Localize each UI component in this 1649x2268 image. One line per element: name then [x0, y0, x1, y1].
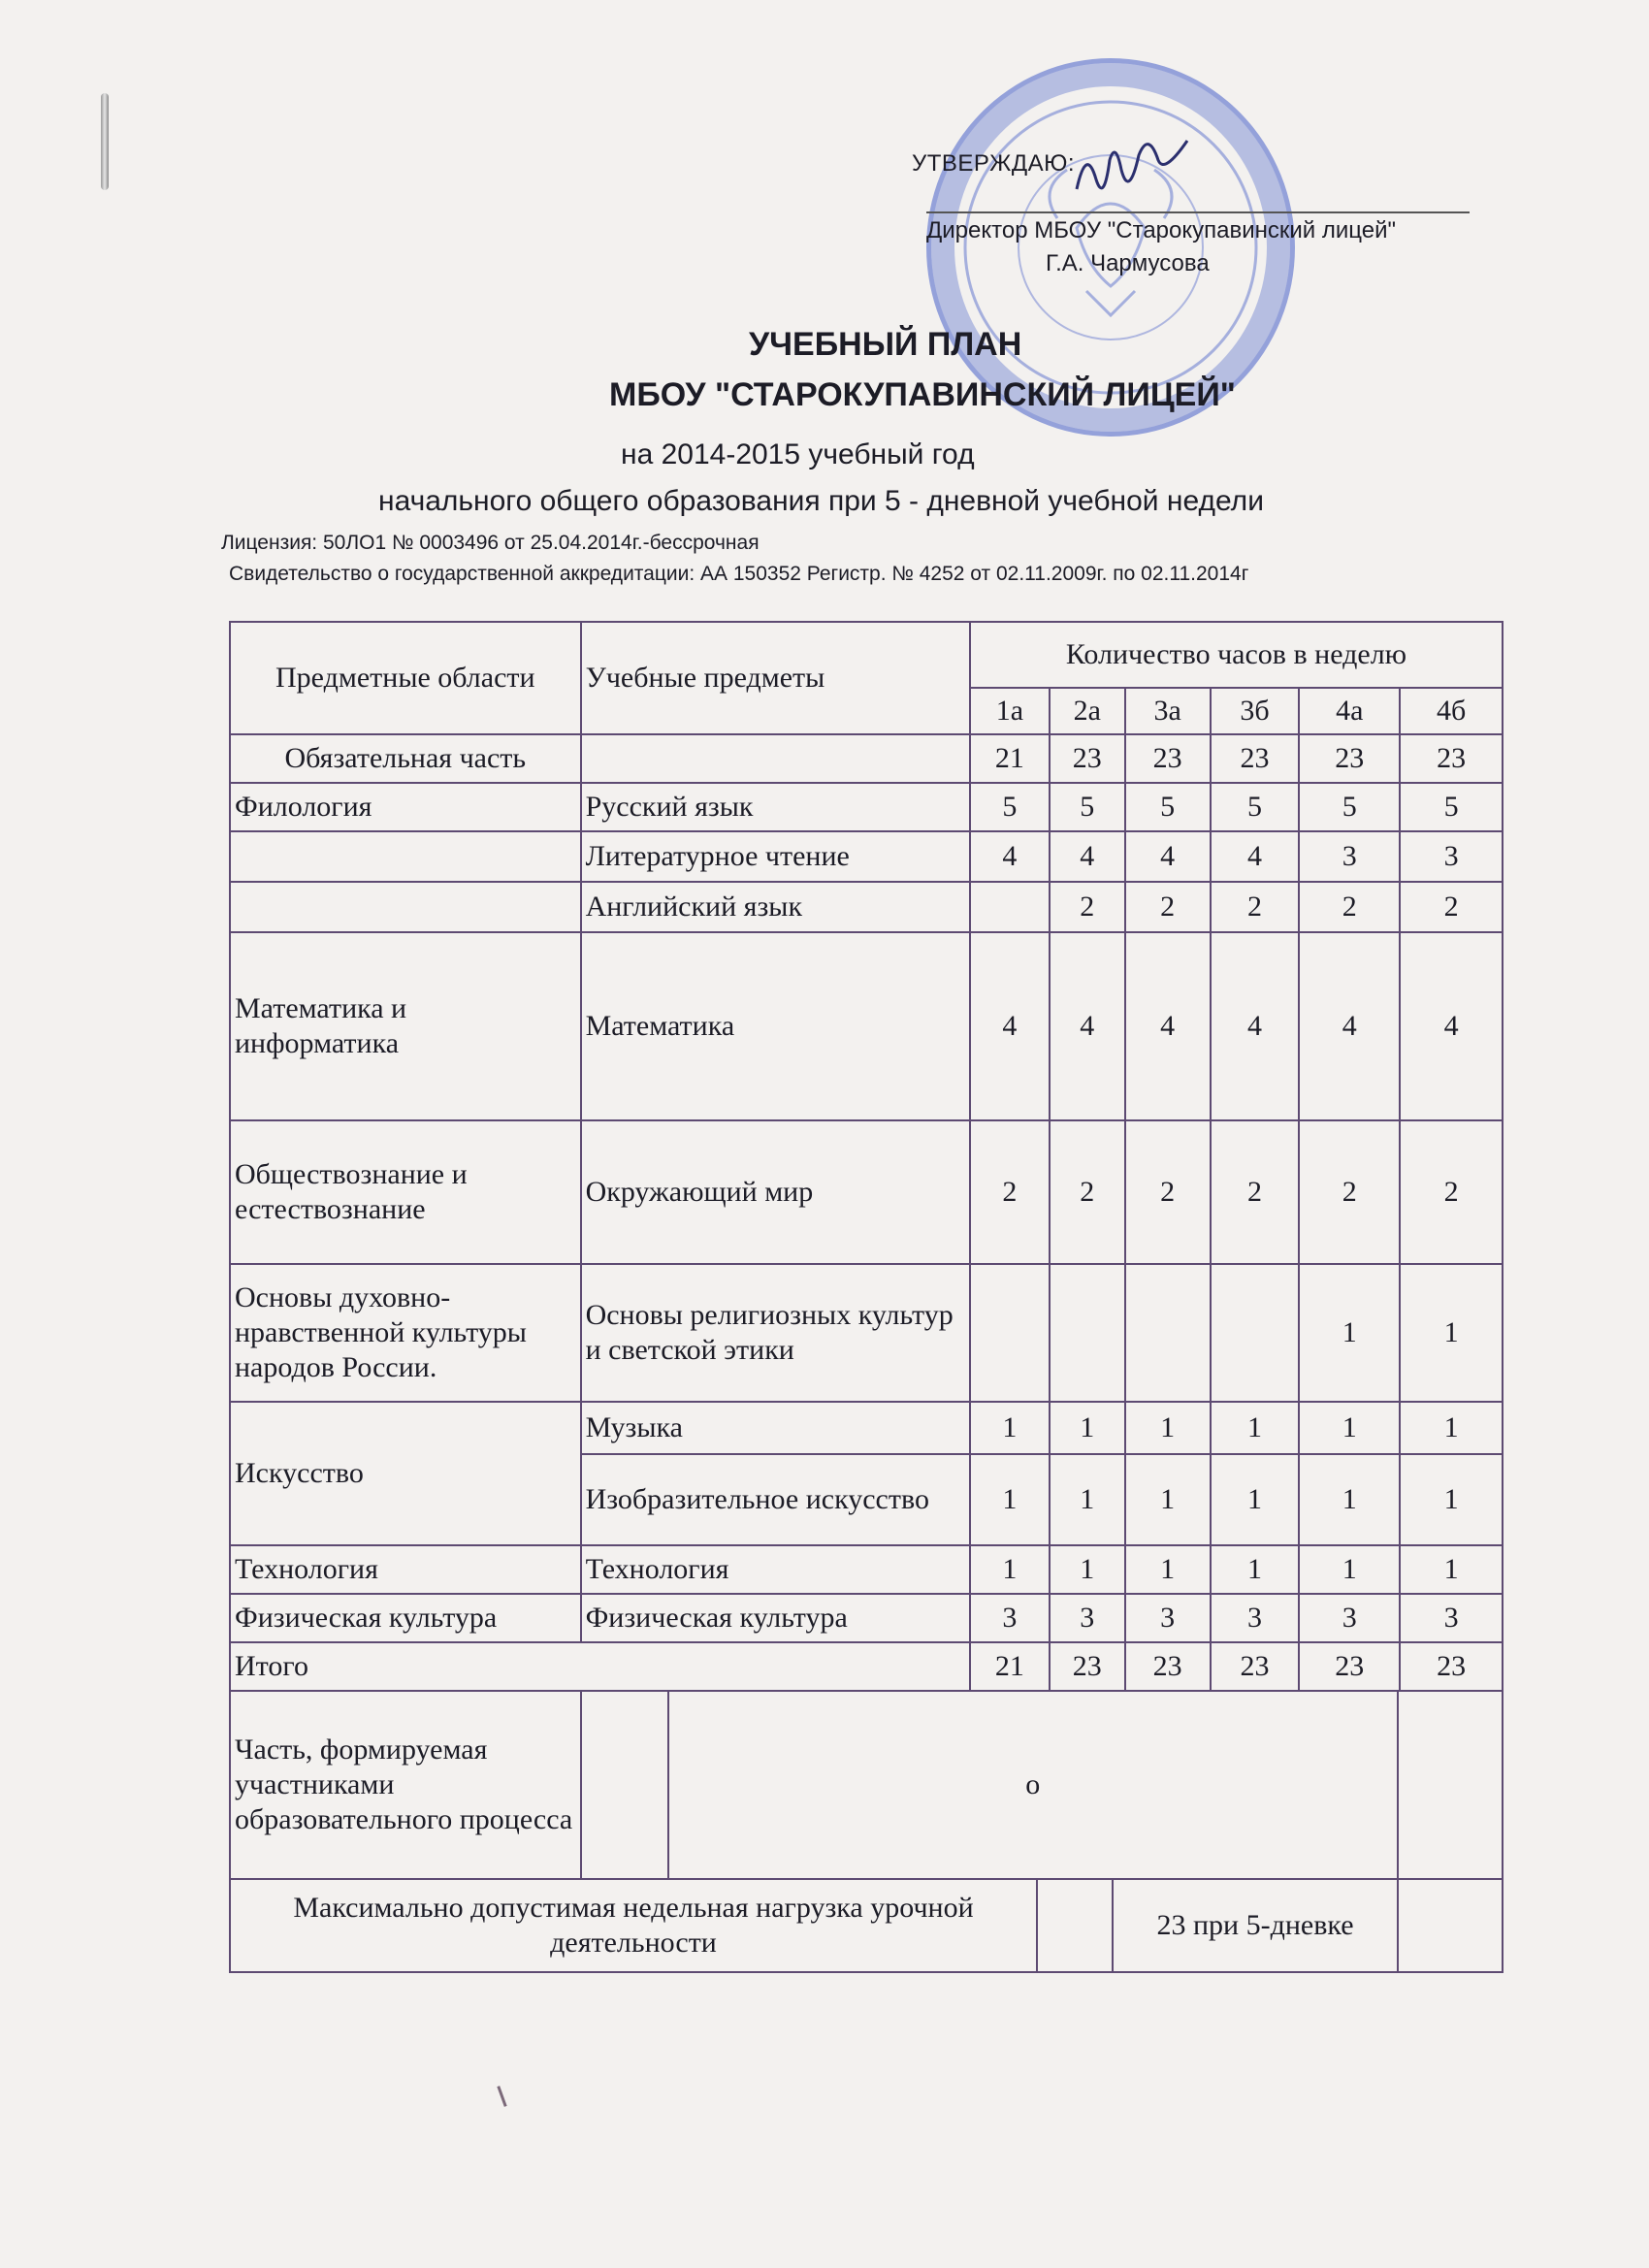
hours-cell: 5: [1400, 783, 1503, 831]
class-header: 4а: [1299, 688, 1400, 734]
hours-cell: [970, 882, 1050, 932]
hours-cell: 2: [1211, 882, 1300, 932]
max-load-inner: [231, 1880, 1502, 1971]
table-row: [230, 1264, 1503, 1402]
hours-cell: 1: [1400, 1454, 1503, 1545]
hours-cell: 5: [1211, 783, 1300, 831]
document-subtitle-level: начального общего образования при 5 - дневной учебной недели: [378, 485, 1264, 517]
header-hours-per-week: Количество часов в неделю: [970, 622, 1503, 688]
table-header-row: [230, 622, 1503, 688]
hours-cell: 4: [1211, 831, 1300, 882]
table-row: [230, 831, 1503, 882]
hours-cell: 3: [1050, 1594, 1125, 1642]
pen-mark: [497, 2086, 506, 2107]
subject-area-cell: Основы духовно-нравственной культуры народов России.: [230, 1264, 581, 1402]
class-header: 1а: [970, 688, 1050, 734]
subject-cell: Физическая культура: [581, 1594, 970, 1642]
table-cell-empty: [581, 734, 970, 783]
hours-cell: 4: [1050, 932, 1125, 1120]
formed-part-label: Часть, формируемая участниками образовательного процесса: [230, 1691, 581, 1879]
license-text: Лицензия: 50ЛО1 № 0003496 от 25.04.2014г.-бессрочная: [221, 532, 760, 554]
total-label: Итого: [230, 1642, 970, 1691]
hours-cell: 1: [1050, 1545, 1125, 1594]
hours-cell: 4: [1211, 932, 1300, 1120]
hours-cell: 1: [1400, 1264, 1503, 1402]
hours-cell: 21: [970, 734, 1050, 783]
hours-cell: 23: [1050, 734, 1125, 783]
hours-cell: 4: [1299, 932, 1400, 1120]
hours-cell: 23: [1299, 734, 1400, 783]
hours-cell: 21: [970, 1642, 1050, 1691]
hours-cell: [970, 1264, 1050, 1402]
accreditation-text: Свидетельство о государственной аккредитации: АА 150352 Регистр. № 4252 от 02.11.2009г. по 02.11.2014г: [229, 563, 1249, 585]
subject-cell: Технология: [581, 1545, 970, 1594]
subject-cell: Английский язык: [581, 882, 970, 932]
subject-cell: Русский язык: [581, 783, 970, 831]
hours-cell: 1: [1299, 1402, 1400, 1454]
hours-cell: 1: [1050, 1402, 1125, 1454]
hours-cell: 23: [1400, 734, 1503, 783]
max-load-empty: [1399, 1880, 1502, 1971]
hours-cell: 2: [1299, 1120, 1400, 1264]
director-name: Г.А. Чармусова: [1046, 250, 1210, 276]
header-subject-areas: Предметные области: [230, 622, 581, 734]
formed-part-inner: [582, 1692, 1502, 1878]
hours-cell: 4: [970, 932, 1050, 1120]
formed-part-empty: [582, 1692, 669, 1878]
hours-cell: 1: [1211, 1545, 1300, 1594]
table-row: [230, 1402, 1503, 1454]
hours-cell: 4: [1400, 932, 1503, 1120]
hours-cell: 1: [1125, 1402, 1211, 1454]
hours-cell: [1125, 1264, 1211, 1402]
hours-cell: [1211, 1264, 1300, 1402]
subject-cell: Математика: [581, 932, 970, 1120]
document-title-line1: УЧЕБНЫЙ ПЛАН: [749, 326, 1022, 363]
max-load-cell: [230, 1879, 1503, 1972]
hours-cell: 1: [1125, 1454, 1211, 1545]
document-title-line2: МБОУ "СТАРОКУПАВИНСКИЙ ЛИЦЕЙ": [609, 376, 1236, 413]
hours-cell: 23: [1299, 1642, 1400, 1691]
hours-cell: 1: [1211, 1402, 1300, 1454]
subject-cell: Основы религиозных культур и светской этики: [581, 1264, 970, 1402]
hours-cell: [1050, 1264, 1125, 1402]
table-row: [230, 1594, 1503, 1642]
subject-area-cell: Математика и информатика: [230, 932, 581, 1120]
hours-cell: 5: [1299, 783, 1400, 831]
class-header: 2а: [1050, 688, 1125, 734]
table-row: [230, 1120, 1503, 1264]
hours-cell: 1: [1125, 1545, 1211, 1594]
max-load-value: 23 при 5-дневке: [1114, 1880, 1399, 1971]
formed-part-empty: [1399, 1692, 1502, 1878]
hours-cell: 5: [1125, 783, 1211, 831]
hours-cell: 1: [1211, 1454, 1300, 1545]
hours-cell: 1: [1299, 1545, 1400, 1594]
staple: [101, 93, 109, 190]
mandatory-part-label: Обязательная часть: [230, 734, 581, 783]
hours-cell: 2: [1299, 882, 1400, 932]
hours-cell: 1: [1400, 1402, 1503, 1454]
hours-cell: 4: [1050, 831, 1125, 882]
document-subtitle-year: на 2014-2015 учебный год: [621, 438, 975, 470]
subject-cell: Окружающий мир: [581, 1120, 970, 1264]
hours-cell: 23: [1125, 1642, 1211, 1691]
table-row: [230, 783, 1503, 831]
subject-cell: Литературное чтение: [581, 831, 970, 882]
hours-cell: 4: [970, 831, 1050, 882]
class-header: 3а: [1125, 688, 1211, 734]
subject-cell: Музыка: [581, 1402, 970, 1454]
hours-cell: 1: [970, 1454, 1050, 1545]
table-row-mandatory: [230, 734, 1503, 783]
hours-cell: 5: [970, 783, 1050, 831]
hours-cell: 1: [1299, 1454, 1400, 1545]
hours-cell: 23: [1211, 1642, 1300, 1691]
approve-label: УТВЕРЖДАЮ:: [912, 150, 1075, 177]
hours-cell: 1: [1400, 1545, 1503, 1594]
table-row-max-load: [230, 1879, 1503, 1972]
signature-line: [926, 211, 1470, 213]
hours-cell: 23: [1400, 1642, 1503, 1691]
hours-cell: 3: [970, 1594, 1050, 1642]
subject-area-cell: Технология: [230, 1545, 581, 1594]
hours-cell: 2: [1125, 1120, 1211, 1264]
hours-cell: 4: [1125, 932, 1211, 1120]
class-header: 3б: [1211, 688, 1300, 734]
curriculum-table: [229, 621, 1504, 1973]
header-subjects: Учебные предметы: [581, 622, 970, 734]
hours-cell: 5: [1050, 783, 1125, 831]
subject-area-cell: Искусство: [230, 1402, 581, 1545]
table-row: [230, 1545, 1503, 1594]
subject-area-cell: [230, 882, 581, 932]
hours-cell: 3: [1299, 831, 1400, 882]
table-row: [230, 932, 1503, 1120]
hours-cell: 3: [1299, 1594, 1400, 1642]
hours-cell: 1: [970, 1545, 1050, 1594]
subject-area-cell: Обществознание и естествознание: [230, 1120, 581, 1264]
hours-cell: 3: [1400, 1594, 1503, 1642]
subject-area-cell: [230, 831, 581, 882]
hours-cell: 2: [1400, 1120, 1503, 1264]
hours-cell: 4: [1125, 831, 1211, 882]
formed-part-value: о: [669, 1692, 1399, 1878]
hours-cell: 23: [1125, 734, 1211, 783]
subject-area-cell: Филология: [230, 783, 581, 831]
director-title: Директор МБОУ "Старокупавинский лицей": [926, 217, 1397, 243]
hours-cell: 3: [1125, 1594, 1211, 1642]
hours-cell: 2: [1050, 882, 1125, 932]
class-header: 4б: [1400, 688, 1503, 734]
max-load-label: Максимально допустимая недельная нагрузка урочной деятельности: [231, 1880, 1038, 1971]
hours-cell: 23: [1211, 734, 1300, 783]
hours-cell: 23: [1050, 1642, 1125, 1691]
hours-cell: 1: [970, 1402, 1050, 1454]
handwritten-signature: [1072, 136, 1198, 204]
table-row: [230, 882, 1503, 932]
hours-cell: 2: [1400, 882, 1503, 932]
hours-cell: 2: [1125, 882, 1211, 932]
hours-cell: 3: [1211, 1594, 1300, 1642]
table-row-total: [230, 1642, 1503, 1691]
formed-part-cell: [581, 1691, 1503, 1879]
hours-cell: 1: [1299, 1264, 1400, 1402]
hours-cell: 1: [1050, 1454, 1125, 1545]
hours-cell: 2: [1211, 1120, 1300, 1264]
subject-area-cell: Физическая культура: [230, 1594, 581, 1642]
table-row-formed-part: [230, 1691, 1503, 1879]
hours-cell: 2: [970, 1120, 1050, 1264]
subject-cell: Изобразительное искусство: [581, 1454, 970, 1545]
hours-cell: 2: [1050, 1120, 1125, 1264]
hours-cell: 3: [1400, 831, 1503, 882]
max-load-empty: [1038, 1880, 1114, 1971]
